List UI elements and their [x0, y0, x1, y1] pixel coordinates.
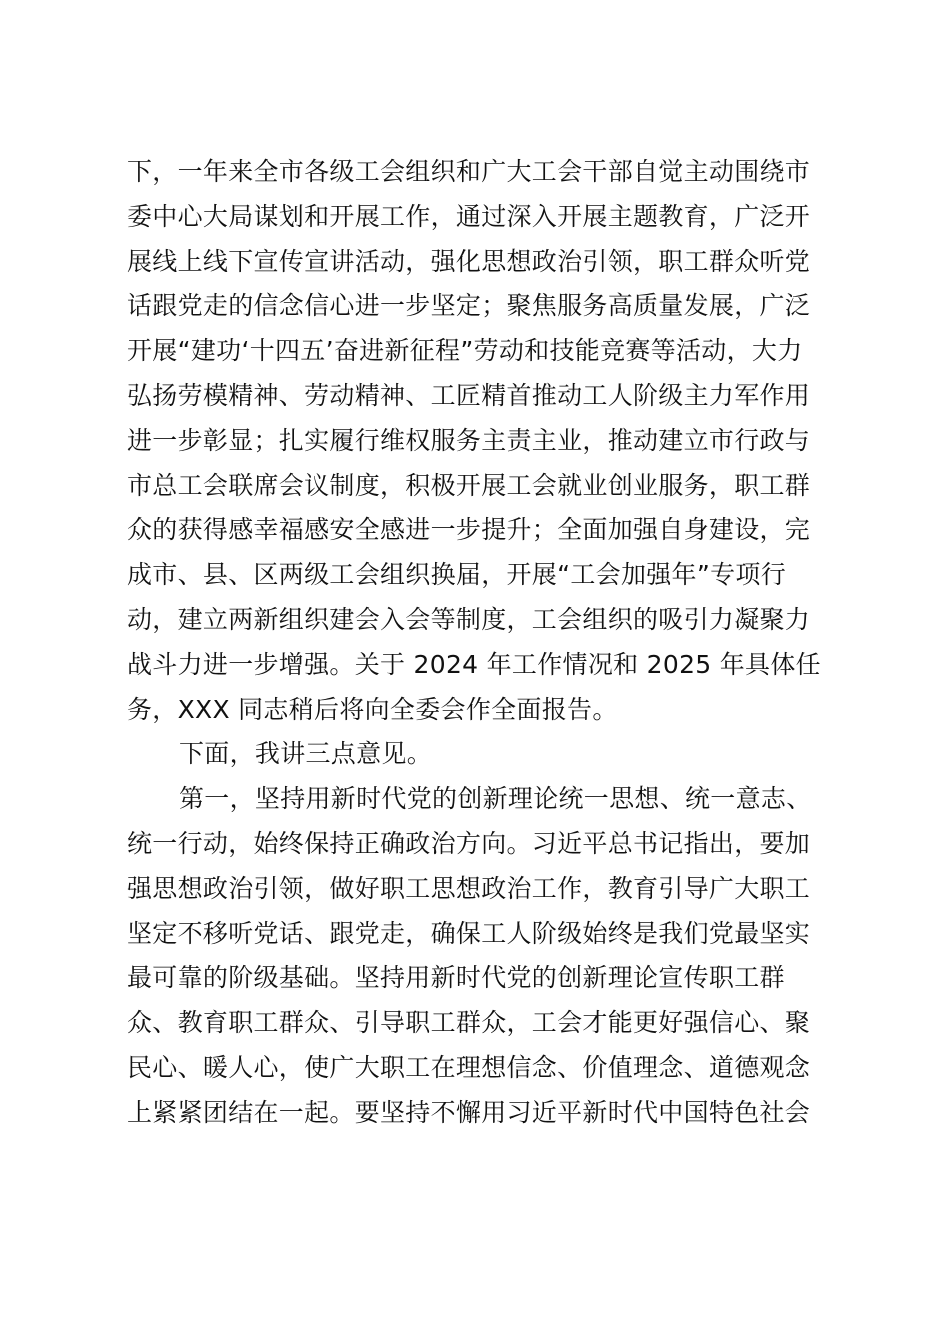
text-line: 战斗力进一步增强。关于 2024 年工作情况和 2025 年具体任 — [127, 649, 821, 679]
text-line: 委中心大局谋划和开展工作，通过深入开展主题教育，广泛开 — [127, 201, 811, 231]
text-line: 开展“建功‘十四五’奋进新征程”劳动和技能竞赛等活动，大力 — [127, 336, 803, 366]
text-line: 坚定不移听党话、跟党走，确保工人阶级始终是我们党最坚实 — [127, 918, 811, 948]
text-line: 下，一年来全市各级工会组织和广大工会干部自觉主动围绕市 — [127, 157, 811, 186]
text-line: 成市、县、区两级工会组织换届，开展“工会加强年”专项行 — [127, 560, 787, 590]
text-line: 话跟党走的信念信心进一步坚定；聚焦服务高质量发展，广泛 — [127, 291, 811, 321]
paragraph-first-line: 第一，坚持用新时代党的创新理论统一思想、统一意志、 — [179, 784, 812, 814]
document-body — [127, 150, 827, 1136]
text-line: 上紧紧团结在一起。要坚持不懈用习近平新时代中国特色社会 — [127, 1097, 811, 1127]
text-line: 动，建立两新组织建会入会等制度，工会组织的吸引力凝聚力 — [127, 604, 811, 634]
text-line: 强思想政治引领，做好职工思想政治工作，教育引导广大职工 — [127, 873, 811, 903]
text-line: 市总工会联席会议制度，积极开展工会就业创业服务，职工群 — [127, 470, 811, 500]
paragraph-first-line: 下面，我讲三点意见。 — [179, 739, 433, 769]
text-line: 弘扬劳模精神、劳动精神、工匠精首推动工人阶级主力军作用 — [127, 380, 811, 410]
text-line: 统一行动，始终保持正确政治方向。习近平总书记指出，要加 — [127, 828, 811, 858]
text-line: 展线上线下宣传宣讲活动，强化思想政治引领，职工群众听党 — [127, 246, 811, 276]
text-line: 众、教育职工群众、引导职工群众，工会才能更好强信心、聚 — [127, 1008, 811, 1038]
text-line: 务，XXX 同志稍后将向全委会作全面报告。 — [127, 694, 618, 724]
text-line: 进一步彰显；扎实履行维权服务主责主业，推动建立市行政与 — [127, 425, 811, 455]
text-line: 众的获得感幸福感安全感进一步提升；全面加强自身建设，完 — [127, 515, 811, 545]
text-line: 最可靠的阶级基础。坚持用新时代党的创新理论宣传职工群 — [127, 963, 785, 993]
text-line: 民心、暖人心，使广大职工在理想信念、价值理念、道德观念 — [127, 1052, 811, 1082]
